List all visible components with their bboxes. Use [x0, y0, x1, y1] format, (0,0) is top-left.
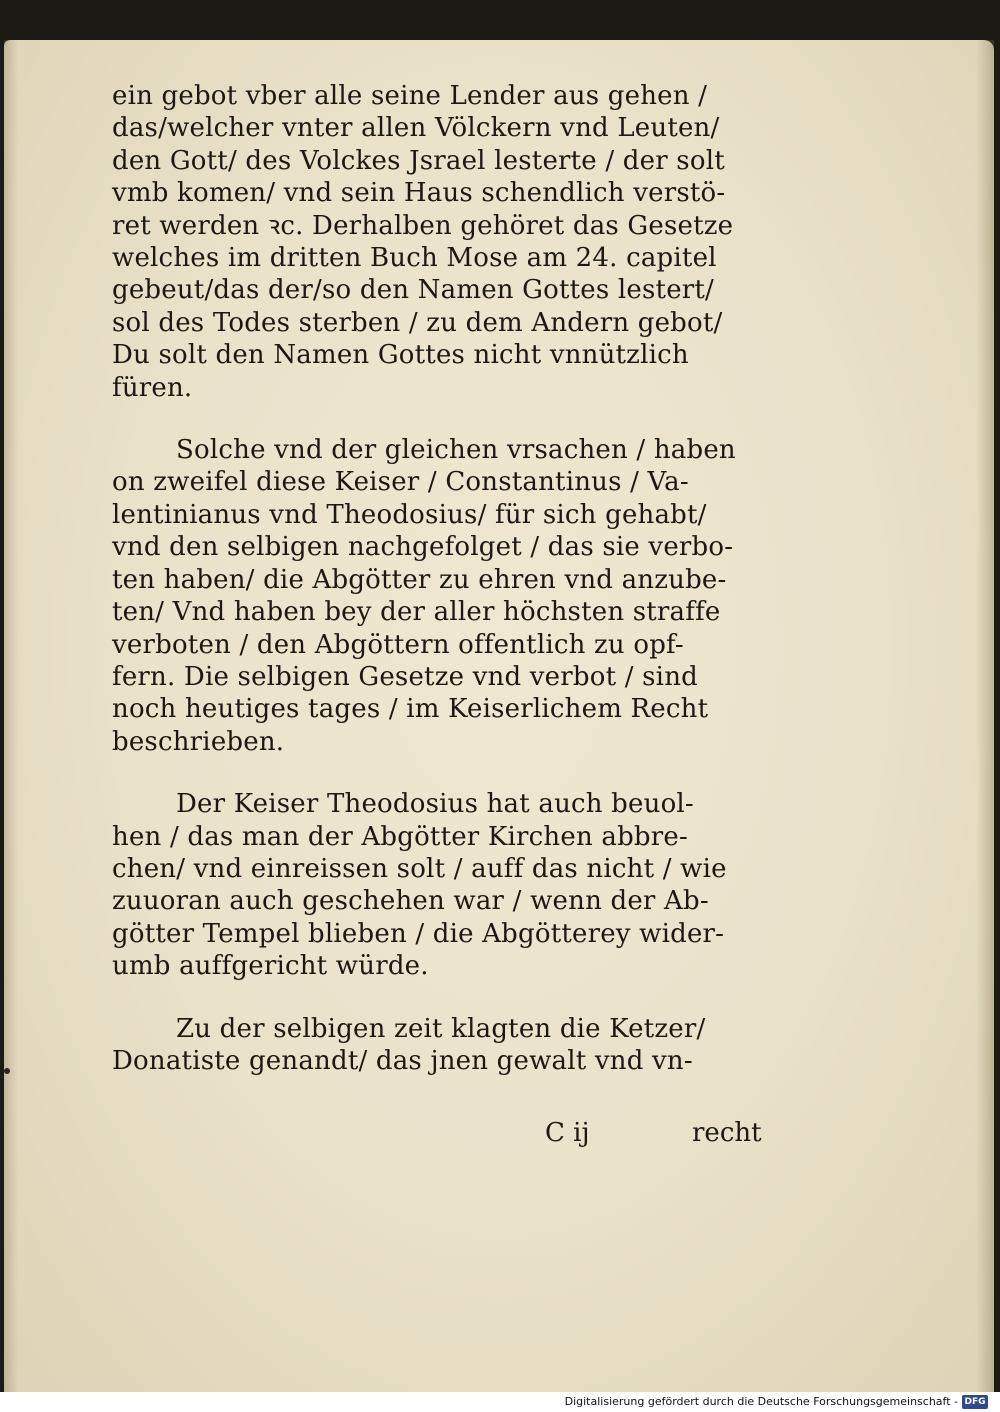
text-line: Zu der selbigen zeit klagten die Ketzer/	[176, 1013, 706, 1044]
text-line: ret werden ꝛc. Derhalben gehöret das Gesetze	[112, 210, 734, 241]
text-line: hen / das man der Abgötter Kirchen abbre-	[112, 821, 688, 852]
text-line: Donatiste genandt/ das jnen gewalt vnd vn-	[112, 1045, 693, 1076]
text-line: Der Keiser Theodosius hat auch beuol-	[176, 789, 694, 820]
paragraph-4	[112, 1013, 762, 1078]
digitization-footer	[0, 1392, 1000, 1412]
text-line: sol des Todes sterben / zu dem Andern gebot/	[112, 307, 723, 338]
text-line: lentinianus vnd Theodosius/ für sich gehabt/	[112, 499, 707, 530]
text-line: on zweifel diese Keiser / Constantinus / Va-	[112, 467, 689, 498]
text-line: vnd den selbigen nachgefolget / das sie verbo-	[112, 532, 734, 563]
text-line: Du solt den Namen Gottes nicht vnnützlich	[112, 340, 689, 371]
page-shadow-right	[976, 40, 994, 1392]
dfg-logo: DFG	[962, 1395, 988, 1409]
catchword: recht	[692, 1118, 762, 1148]
text-line: vmb komen/ vnd sein Haus schendlich verstö-	[112, 178, 726, 209]
text-line: welches im dritten Buch Mose am 24. capitel	[112, 243, 717, 274]
paragraph-1	[112, 80, 762, 404]
text-line: das/welcher vnter allen Völckern vnd Leuten/	[112, 113, 720, 144]
text-line: den Gott/ des Volckes Jsrael lesterte / der solt	[112, 145, 725, 176]
text-line: fern. Die selbigen Gesetze vnd verbot / sind	[112, 661, 698, 692]
page-text	[112, 80, 762, 1107]
text-line: ein gebot vber alle seine Lender aus gehen /	[112, 81, 708, 111]
ink-blot	[4, 1068, 10, 1074]
text-line: zuuoran auch geschehen war / wenn der Ab-	[112, 886, 709, 917]
text-line: ten/ Vnd haben bey der aller höchsten straffe	[112, 597, 721, 628]
signature-mark: C ij	[545, 1118, 590, 1148]
paragraph-2	[112, 434, 762, 758]
text-line: chen/ vnd einreissen solt / auff das nicht / wie	[112, 853, 727, 884]
text-line: noch heutiges tages / im Keiserlichem Recht	[112, 694, 709, 725]
text-line: verboten / den Abgöttern offentlich zu opf-	[112, 629, 684, 660]
text-line: umb auffgericht würde.	[112, 951, 429, 982]
text-line: beschrieben.	[112, 726, 285, 757]
text-line: füren.	[112, 372, 193, 403]
text-line: gebeut/das der/so den Namen Gottes lestert/	[112, 275, 715, 306]
text-line: Solche vnd der gleichen vrsachen / haben	[176, 435, 736, 466]
text-line: götter Tempel blieben / die Abgötterey wider-	[112, 918, 725, 949]
paragraph-3	[112, 788, 762, 982]
text-line: ten haben/ die Abgötter zu ehren vnd anzube-	[112, 564, 727, 595]
page-shadow-left	[4, 40, 18, 1392]
funding-credit: Digitalisierung gefördert durch die Deutsche Forschungsgemeinschaft -	[564, 1395, 958, 1408]
